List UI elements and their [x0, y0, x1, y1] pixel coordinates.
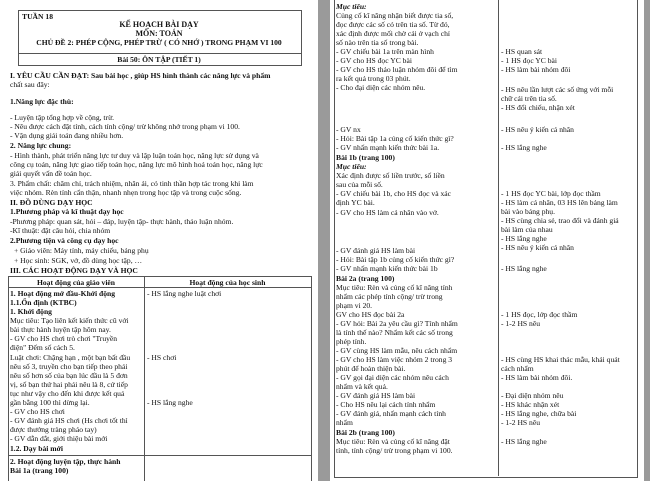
table-header-student: Hoạt động của học sinh	[189, 278, 266, 287]
body-line: - Luyện tập tổng hợp về cộng, trừ.	[10, 113, 115, 122]
body-line: -Phương pháp: quan sát, hỏi – đáp, luyện tập- thực hành, thảo luận nhóm.	[10, 217, 234, 226]
table-cell: - GV đánh giá HS làm bài	[336, 391, 416, 400]
table-cell: - GV hỏi: Bài 2a yêu cầu gì? Tính nhẩm	[336, 319, 458, 328]
table-cell: Bài 1a (trang 100)	[10, 466, 69, 475]
table-cell: - HS nêu ý kiến cá nhân	[501, 243, 574, 252]
table-cell: - Cho đại diện các nhóm nêu.	[336, 83, 426, 92]
table-cell: - HS làm bài nhóm đôi	[501, 65, 571, 74]
table-cell: bài làm của nhau	[501, 225, 553, 234]
table-cell: Mục tiêu: Rèn và củng cố kĩ năng tính	[336, 283, 453, 292]
table-cell: - 1-2 HS nêu	[501, 418, 541, 427]
table-cell: xác định được mối chờ cái ở vạch chỉ	[336, 29, 450, 38]
table-cell: 1. Khởi động	[10, 307, 52, 316]
table-cell: - Hỏi: Bài tập 1a củng cố kiến thức gì?	[336, 134, 454, 143]
table-cell: điện" Đếm số cách 5.	[10, 343, 75, 352]
table-cell: gần bằng 100 thì dừng lại.	[10, 398, 90, 407]
table-cell: - HS làm cá nhân, 03 HS lên bảng làm	[501, 198, 618, 207]
body-heading: 1.Năng lực đặc thù:	[10, 97, 74, 106]
table-cell: tục như vậy cho đến khi được kết quả	[10, 389, 125, 398]
body-line: - Hình thành, phát triển năng lực tư duy và lập luận toán học, năng lực sử dụng và	[10, 151, 259, 160]
table-cell: - HS lắng nghe	[501, 437, 547, 446]
table-cell: nêu số hơn số của bạn lúc đầu là 5 đơn	[10, 371, 128, 380]
table-cell: - GV cho HS làm việc nhóm 2 trong 3	[336, 355, 453, 364]
table-cell: nhẩm và kết quả.	[336, 382, 388, 391]
table-header-teacher: Hoạt động của giáo viên	[36, 278, 116, 287]
table-cell: - HS quan sát	[501, 47, 543, 56]
table-cell: - GV cùng HS làm mẫu, nêu cách nhẩm	[336, 346, 458, 355]
section-materials: II. ĐỒ DÙNG DẠY HỌC	[10, 198, 93, 207]
table-cell: - HS lắng nghe	[501, 234, 547, 243]
table-cell: nhẩm các phép tính cộng/ trừ trong	[336, 292, 443, 301]
body-heading: 2.Phương tiện và công cụ dạy học	[10, 236, 119, 245]
lesson-title: Bài 50: ÔN TẬP (TIẾT 1)	[117, 55, 201, 64]
table-cell: - GV nx	[336, 125, 361, 134]
table-cell: - GV chiếu bài 1a trên màn hình	[336, 47, 434, 56]
table-cell: - GV nhấn mạnh kiến thức bài 1a.	[336, 143, 440, 152]
table-cell: sau của mỗi số.	[336, 180, 383, 189]
table-cell: bài thực hành luyện tập hôm nay.	[10, 325, 111, 334]
table-cell: nêu số 3, truyền cho bạn tiếp theo phải	[10, 362, 128, 371]
table-cell: đọc được các số có trên tia số. Từ đó,	[336, 20, 450, 29]
table-cell: Mục tiêu:	[336, 162, 367, 171]
table-cell: - HS lắng nghe luật chơi	[147, 289, 222, 298]
table-cell: định YC bài.	[336, 198, 375, 207]
table-cell: 1.1.Ổn định (KTBC)	[10, 298, 77, 307]
table-cell: Bài 2a (trang 100)	[336, 274, 395, 283]
table-cell: - HS lắng nghe, chữa bài	[501, 409, 577, 418]
table-cell: 1. Hoạt động mở đầu-Khởi động	[10, 289, 116, 298]
table-cell: số nào trên tia số trong bài.	[336, 38, 419, 47]
table-cell: - HS lắng nghe	[147, 398, 193, 407]
table-cell: Bài 1b (trang 100)	[336, 153, 395, 162]
table-cell: 2. Hoạt động luyện tập, thực hành	[10, 457, 121, 466]
table-cell: Bài 2b (trang 100)	[336, 428, 395, 437]
table-cell: Xác định được số liền trước, số liền	[336, 171, 445, 180]
table-cell: Củng cố kĩ năng nhận biết được tia số,	[336, 11, 454, 20]
table-cell: Mục tiêu: Rèn và củng cố kĩ năng đặt	[336, 437, 450, 446]
table-cell: là tính thế nào? Nhẩm kết các số trong	[336, 328, 453, 337]
table-cell: được thưởng tràng pháo tay)	[10, 425, 97, 434]
topic-label: CHỦ ĐỀ 2: PHÉP CỘNG, PHÉP TRỪ ( CÓ NHỚ ) TRONG PHẠM VI 100	[36, 38, 282, 47]
table-cell: - HS làm bài nhóm đôi.	[501, 373, 573, 382]
table-cell: - GV gọi đại diện các nhóm nêu cách	[336, 373, 449, 382]
table-cell: GV cho HS đọc bài 2a	[336, 310, 405, 319]
table-cell: nhẩm	[336, 418, 353, 427]
table-row-divider	[8, 455, 311, 456]
section-activities: III. CÁC HOẠT ĐỘNG DẠY VÀ HỌC	[10, 266, 138, 275]
table-cell: - HS nêu lần lượt các số ứng với mỗi	[501, 85, 614, 94]
table-column-divider	[144, 276, 145, 481]
table-cell: - GV đánh giá, nhấn mạnh cách tính	[336, 409, 446, 418]
table-cell: - GV cho HS chơi trò chơi "Truyền	[10, 334, 118, 343]
table-cell: - GV cho HS làm cá nhân vào vở.	[336, 208, 439, 217]
table-cell: phép tính.	[336, 337, 367, 346]
document-page-right	[330, 0, 644, 481]
body-line: -Kĩ thuật: đặt câu hỏi, chia nhóm	[10, 226, 111, 235]
table-cell: - HS cùng HS khai thác mẫu, khái quát	[501, 355, 620, 364]
table-cell: Mục tiêu:	[336, 2, 367, 11]
table-cell: - Hỏi: Bài tập 1b củng cố kiến thức gì?	[336, 255, 455, 264]
table-cell: phạm vi 20.	[336, 301, 373, 310]
body-line: công cụ toán, năng lực giao tiếp toán học, năng lực mô hình hoá toán học, năng lực	[10, 160, 263, 169]
body-line: chất sau đây:	[10, 80, 50, 89]
table-column-divider	[498, 0, 499, 476]
body-line: 3. Phẩm chất: chăm chỉ, trách nhiệm, nhân ái, có tinh thần hợp tác trong khi làm	[10, 179, 254, 188]
table-cell: - 1 HS đọc, lớp đọc thầm	[501, 310, 578, 319]
table-cell: phút để hoàn thiện bài.	[336, 364, 406, 373]
body-line: - Vận dụng giải toán đang nhiều hơn.	[10, 131, 124, 140]
table-cell: - HS cùng chia sẻ, trao đổi và đánh giá	[501, 216, 619, 225]
table-cell: Luật chơi: Chặng hạn , một bạn bất đầu	[10, 353, 131, 362]
body-line: + Giáo viên: Máy tính, máy chiếu, bảng phụ	[14, 246, 149, 255]
table-cell: - GV dẫn dắt, giới thiệu bài mới	[10, 434, 108, 443]
table-cell: - Cho HS nêu lại cách tính nhẩm	[336, 400, 436, 409]
table-cell: - HS lắng nghe	[501, 264, 547, 273]
body-heading: 2. Năng lực chung:	[10, 141, 72, 150]
section-requirements: I. YÊU CẦU CẦN ĐẠT: Sau bài học , giúp HS hình thành các năng lực và phẩm	[10, 71, 271, 80]
table-cell: bài vào bảng phụ.	[501, 207, 555, 216]
body-heading: 1.Phương pháp và kĩ thuật dạy học	[10, 207, 124, 216]
table-cell: - 1 HS đọc YC bài	[501, 56, 558, 65]
table-cell: - GV nhấn mạnh kiến thức bài 1b	[336, 264, 438, 273]
body-line: + Học sinh: SGK, vở, đồ dùng học tập, …	[14, 256, 143, 265]
table-cell: - 1 HS đọc YC bài, lớp đọc thầm	[501, 189, 601, 198]
table-cell: - HS đổi chiếu, nhận xét	[501, 103, 575, 112]
table-cell: - GV cho HS thảo luận nhóm đôi để tìm	[336, 65, 458, 74]
header-divider	[18, 53, 301, 54]
subject-label: MÔN: TOÁN	[135, 29, 183, 38]
table-cell: vị, số bạn thứ hai phải nêu là 8, cứ tiếp	[10, 380, 128, 389]
table-cell: - GV cho HS đọc YC bài	[336, 56, 412, 65]
body-line: giải quyết vấn đề toán học.	[10, 169, 92, 178]
table-cell: cách nhẩm	[501, 364, 534, 373]
table-header-divider	[8, 287, 311, 288]
table-cell: ra kết quả trong 03 phút.	[336, 74, 411, 83]
body-line: việc nhóm. Rèn tính cẩn thận, nhanh nhẹn trong học tập và trong cuộc sống.	[10, 188, 242, 197]
table-cell: 1.2. Dạy bài mới	[10, 444, 63, 453]
plan-title: KẾ HOẠCH BÀI DẠY	[119, 20, 199, 29]
table-cell: - GV đánh giá HS chơi (Hs chơi tốt thì	[10, 416, 128, 425]
week-label: TUẦN 18	[22, 12, 54, 21]
table-cell: Mục tiêu: Tạo liên kết kiến thức cũ với	[10, 316, 129, 325]
body-line: - Nêu được cách đặt tính, cách tính cộng/ trừ không nhớ trong phạm vi 100.	[10, 122, 240, 131]
table-cell: - HS chơi	[147, 353, 177, 362]
table-cell: - HS khác nhận xét	[501, 400, 560, 409]
table-cell: - 1-2 HS nêu	[501, 319, 541, 328]
table-cell: tính, tính cộng/ trừ trong phạm vi 100.	[336, 446, 453, 455]
table-cell: chữ cái trên tia số.	[501, 94, 557, 103]
table-cell: - Đại diện nhóm nêu	[501, 391, 564, 400]
table-cell: - HS lắng nghe	[501, 143, 547, 152]
table-cell: - GV chiếu bài 1b, cho HS đọc và xác	[336, 189, 451, 198]
document-page-left	[0, 0, 318, 481]
table-cell: - HS nêu ý kiến cá nhân	[501, 125, 574, 134]
table-cell: - GV đánh giá HS làm bài	[336, 246, 416, 255]
table-cell: - GV cho HS chơi	[10, 407, 65, 416]
